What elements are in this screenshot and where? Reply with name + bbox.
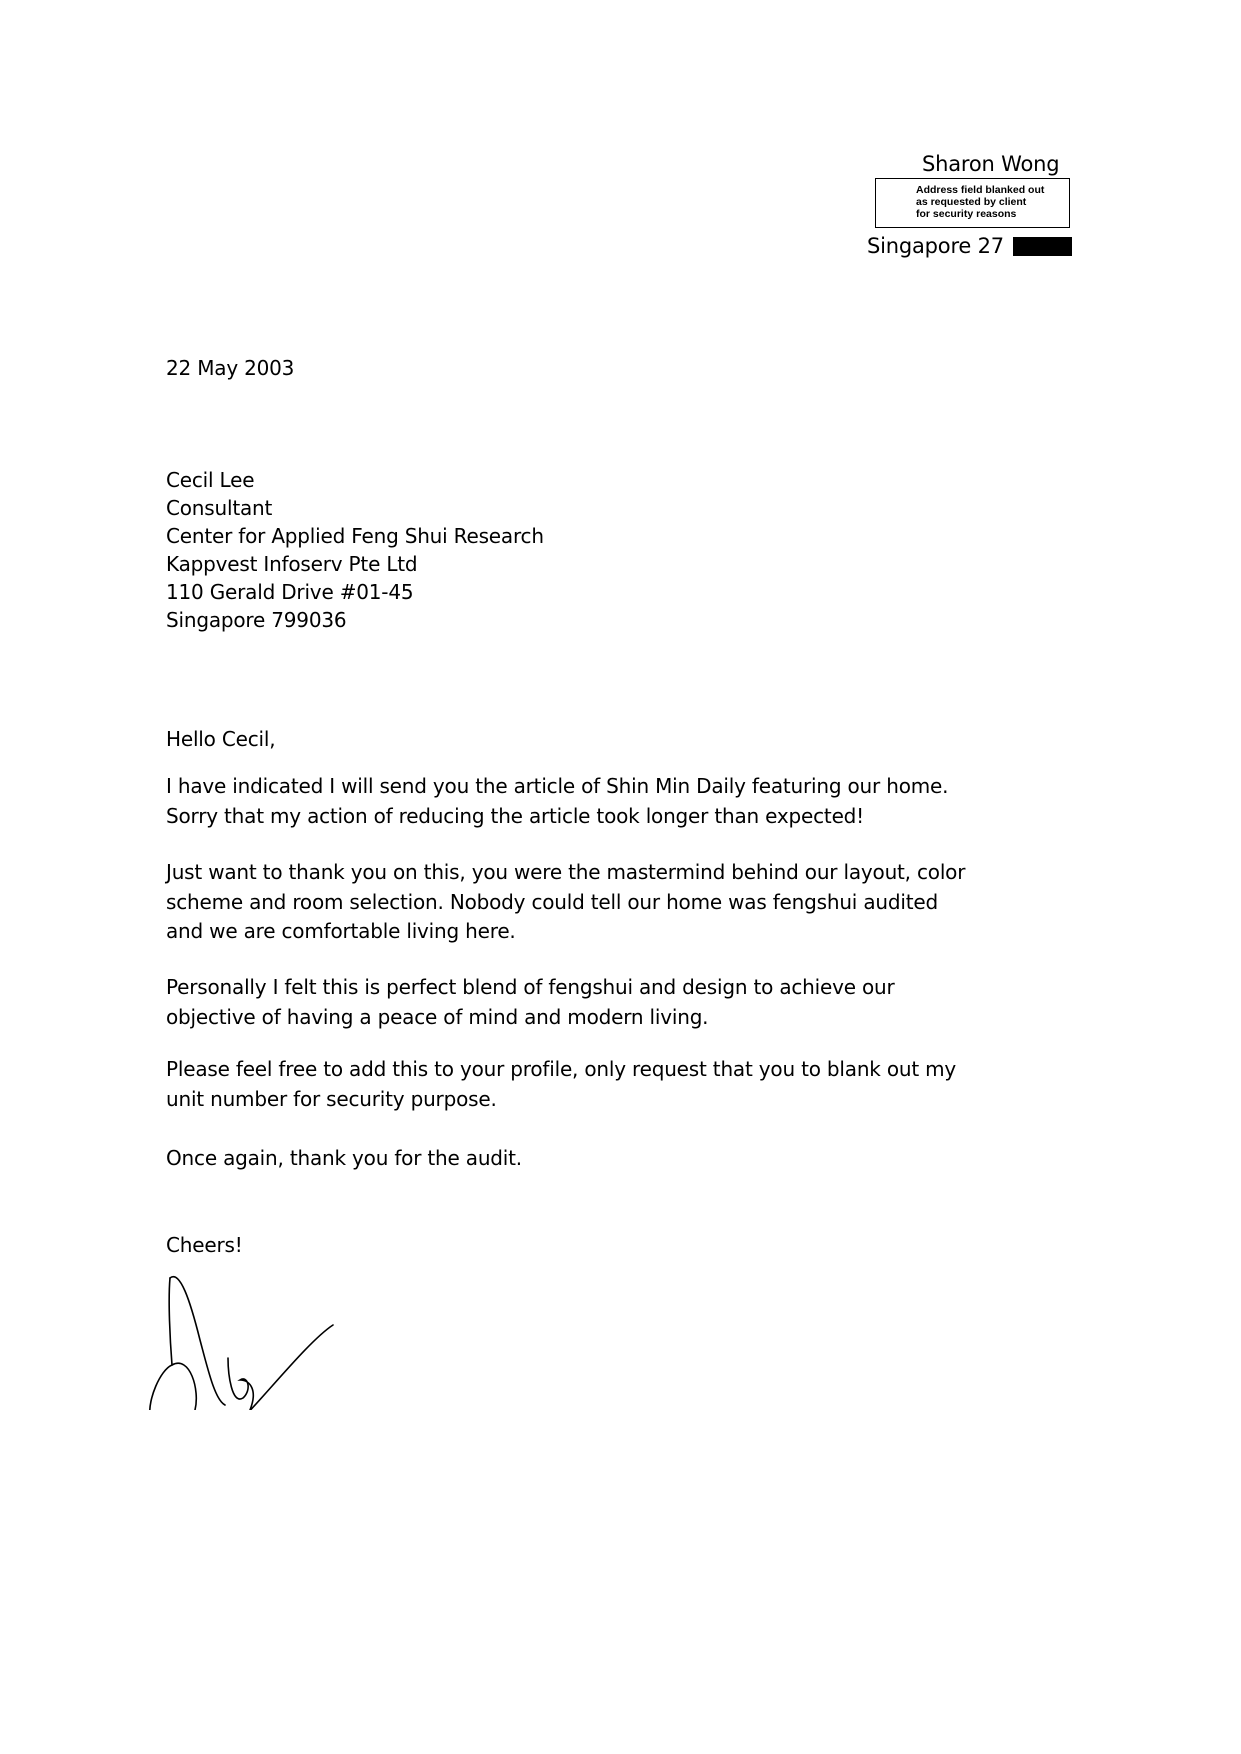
sender-name: Sharon Wong [922,152,1060,176]
recipient-line: Center for Applied Feng Shui Research [166,524,544,548]
signature [140,1240,340,1410]
recipient-line: Cecil Lee [166,468,255,492]
recipient-line: Kappvest Infoserv Pte Ltd [166,552,418,576]
closing: Cheers! [166,1233,243,1257]
body-line: I have indicated I will send you the article of Shin Min Daily featuring our home. [166,774,949,798]
recipient-line: Singapore 799036 [166,608,347,632]
redacted-postal-code [1013,237,1072,256]
body-line: Please feel free to add this to your profile, only request that you to blank out my [166,1057,957,1081]
notice-line: as requested by client [916,196,1027,208]
body-line: and we are comfortable living here. [166,919,516,943]
body-line: Just want to thank you on this, you were the mastermind behind our layout, color [166,860,966,884]
body-line: scheme and room selection. Nobody could tell our home was fengshui audited [166,890,938,914]
notice-line: for security reasons [916,208,1017,220]
body-line: Once again, thank you for the audit. [166,1146,522,1170]
body-line: Sorry that my action of reducing the article took longer than expected! [166,804,864,828]
sender-city: Singapore 27 [867,234,1004,258]
notice-line: Address field blanked out [916,184,1045,196]
body-line: unit number for security purpose. [166,1087,497,1111]
letter-date: 22 May 2003 [166,356,295,380]
recipient-line: Consultant [166,496,273,520]
body-line: objective of having a peace of mind and modern living. [166,1005,709,1029]
salutation: Hello Cecil, [166,727,276,751]
recipient-line: 110 Gerald Drive #01-45 [166,580,414,604]
address-redaction-notice [875,178,1070,228]
body-line: Personally I felt this is perfect blend of fengshui and design to achieve our [166,975,895,999]
